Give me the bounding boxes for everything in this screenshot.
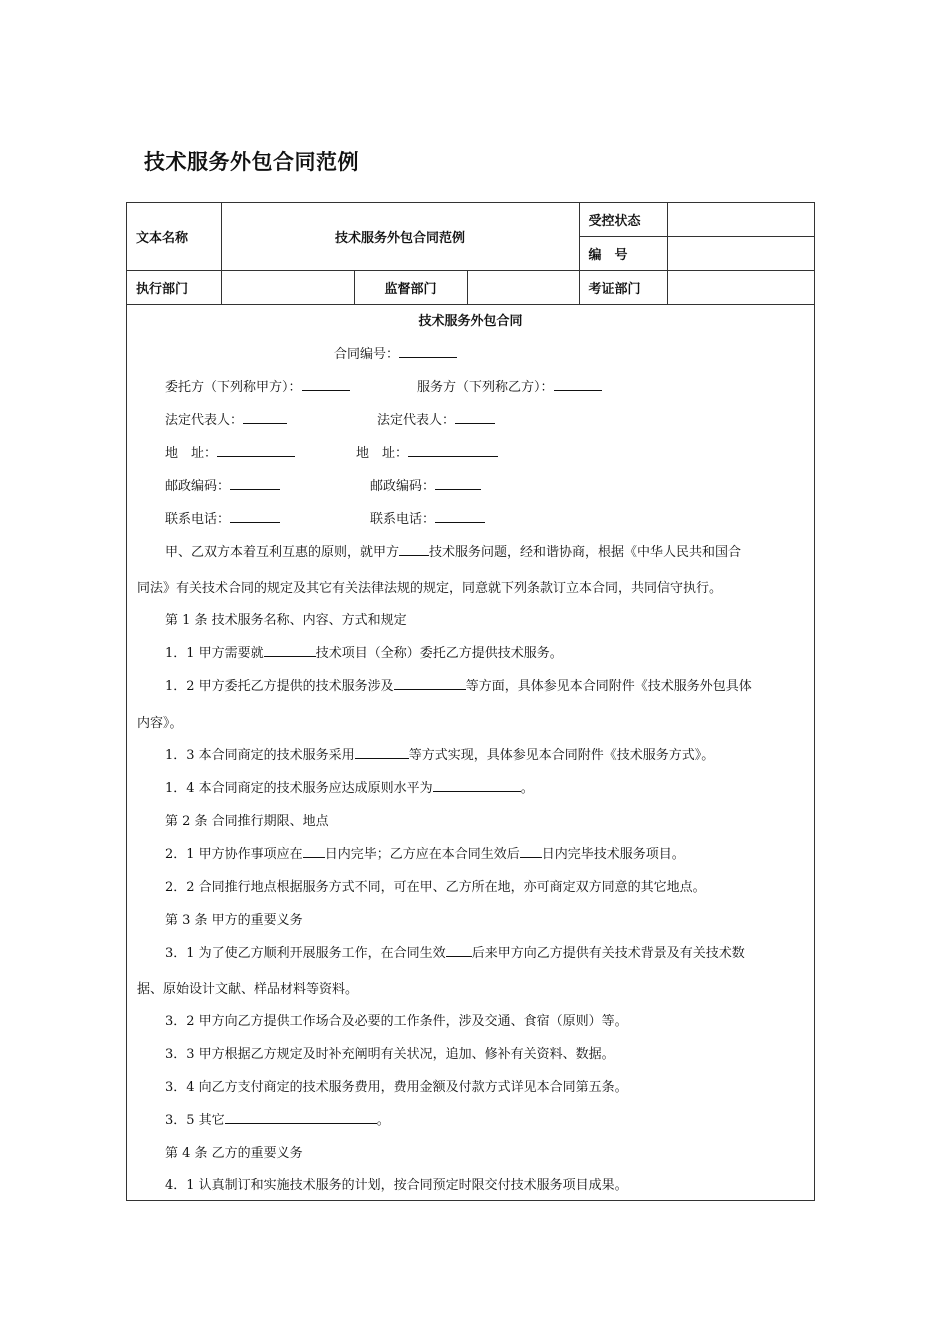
article-1-heading: 第 1 条 技术服务名称、内容、方式和规定 — [165, 613, 407, 628]
post-a-line — [165, 475, 280, 494]
document-title: 技术服务外包合同范例 — [144, 150, 359, 174]
contract-number-blank[interactable] — [399, 345, 457, 358]
clause-1-1-text-a: 1．1 甲方需要就 — [165, 646, 264, 661]
rep-a-blank[interactable] — [243, 411, 287, 424]
clause-1-3 — [165, 744, 714, 763]
number-label: 编 号 — [579, 236, 667, 270]
tel-a-label: 联系电话： — [165, 512, 231, 527]
clause-3-1 — [165, 942, 745, 961]
clause-2-1 — [165, 843, 685, 862]
clause-2-1-blank-2[interactable] — [520, 845, 542, 858]
clause-1-3-text-a: 1．3 本合同商定的技术服务采用 — [165, 748, 355, 763]
tel-b-blank[interactable] — [435, 510, 485, 523]
tel-b-label: 联系电话： — [370, 512, 436, 527]
intro-line-2: 同法》有关技术合同的规定及其它有关法律法规的规定，同意就下列条款订立本合同，共同信守执行。 — [137, 581, 723, 596]
clause-3-5-blank[interactable] — [225, 1111, 377, 1124]
rep-b-label: 法定代表人： — [377, 413, 456, 428]
article-4-heading: 第 4 条 乙方的重要义务 — [165, 1146, 303, 1161]
clause-1-4-blank[interactable] — [433, 779, 521, 792]
contract-title: 技术服务外包合同 — [418, 314, 523, 329]
control-label: 受控状态 — [579, 203, 667, 236]
party-a-line — [165, 376, 350, 395]
header-table — [127, 203, 814, 305]
post-b-blank[interactable] — [435, 477, 481, 490]
clause-2-1-text-b: 日内完毕；乙方应在本合同生效后 — [324, 847, 520, 862]
intro-text-a: 甲、乙双方本着互利互惠的原则，就甲方 — [165, 545, 400, 560]
clause-3-5-text-b: 。 — [376, 1113, 390, 1128]
clause-3-5 — [165, 1109, 390, 1128]
contract-number-line — [334, 343, 457, 362]
clause-1-4-text-b: 。 — [520, 781, 534, 796]
clause-2-1-text-c: 日内完毕技术服务项目。 — [541, 847, 685, 862]
clause-1-3-blank[interactable] — [355, 746, 409, 759]
intro-blank[interactable] — [399, 543, 429, 556]
clause-2-1-blank-1[interactable] — [303, 845, 325, 858]
rep-b-line — [377, 409, 495, 428]
name-value: 技术服务外包合同范例 — [221, 203, 579, 270]
supervise-label: 监督部门 — [354, 270, 467, 304]
rep-a-label: 法定代表人： — [165, 413, 244, 428]
addr-a-label: 地 址： — [165, 446, 218, 461]
addr-b-blank[interactable] — [408, 444, 498, 457]
clause-1-4-text-a: 1．4 本合同商定的技术服务应达成原则水平为 — [165, 781, 433, 796]
number-value[interactable] — [667, 236, 814, 270]
article-2-heading: 第 2 条 合同推行期限、地点 — [165, 814, 329, 829]
article-3-heading: 第 3 条 甲方的重要义务 — [165, 913, 303, 928]
intro-text-b: 技术服务问题，经和谐协商，根据《中华人民共和国合 — [429, 545, 742, 560]
addr-a-blank[interactable] — [217, 444, 295, 457]
party-a-blank[interactable] — [302, 378, 350, 391]
contract-number-label: 合同编号： — [334, 347, 400, 362]
clause-3-2: 3．2 甲方向乙方提供工作场合及必要的工作条件，涉及交通、食宿（原则）等。 — [165, 1014, 628, 1029]
clause-1-2-text-a: 1．2 甲方委托乙方提供的技术服务涉及 — [165, 679, 394, 694]
clause-1-2-text-b: 等方面，具体参见本合同附件《技术服务外包具体 — [465, 679, 752, 694]
supervise-value[interactable] — [467, 270, 579, 304]
party-b-label: 服务方（下列称乙方）： — [417, 380, 554, 395]
verify-label: 考证部门 — [579, 270, 667, 304]
clause-2-2: 2．2 合同推行地点根据服务方式不同，可在甲、乙方所在地，亦可商定双方同意的其它地点。 — [165, 880, 706, 895]
verify-value[interactable] — [667, 270, 814, 304]
tel-a-blank[interactable] — [230, 510, 280, 523]
name-label: 文本名称 — [127, 203, 221, 270]
tel-a-line — [165, 508, 280, 527]
rep-a-line — [165, 409, 287, 428]
post-a-label: 邮政编码： — [165, 479, 231, 494]
clause-3-1-cont: 据、原始设计文献、样品材料等资料。 — [137, 982, 359, 997]
rep-b-blank[interactable] — [455, 411, 495, 424]
clause-2-1-text-a: 2．1 甲方协作事项应在 — [165, 847, 303, 862]
clause-1-4 — [165, 777, 534, 796]
addr-b-label: 地 址： — [356, 446, 409, 461]
clause-3-1-blank[interactable] — [446, 944, 472, 957]
party-b-line — [417, 376, 602, 395]
exec-value[interactable] — [221, 270, 354, 304]
clause-3-1-text-b: 后来甲方向乙方提供有关技术背景及有关技术数 — [471, 946, 745, 961]
clause-1-2 — [165, 675, 752, 694]
clause-1-3-text-b: 等方式实现，具体参见本合同附件《技术服务方式》。 — [408, 748, 715, 763]
tel-b-line — [370, 508, 485, 527]
clause-3-3: 3．3 甲方根据乙方规定及时补充阐明有关状况，追加、修补有关资料、数据。 — [165, 1047, 615, 1062]
party-a-label: 委托方（下列称甲方）： — [165, 380, 302, 395]
clause-3-5-text-a: 3．5 其它 — [165, 1113, 225, 1128]
clause-3-4: 3．4 向乙方支付商定的技术服务费用，费用金额及付款方式详见本合同第五条。 — [165, 1080, 628, 1095]
clause-1-1 — [165, 642, 563, 661]
contract-frame — [126, 202, 815, 1201]
post-b-line — [370, 475, 481, 494]
clause-1-2-cont: 内容》。 — [137, 716, 183, 731]
control-value[interactable] — [667, 203, 814, 236]
addr-a-line — [165, 442, 295, 461]
post-a-blank[interactable] — [230, 477, 280, 490]
clause-3-1-text-a: 3．1 为了使乙方顺利开展服务工作，在合同生效 — [165, 946, 446, 961]
clause-1-1-text-b: 技术项目（全称）委托乙方提供技术服务。 — [315, 646, 563, 661]
post-b-label: 邮政编码： — [370, 479, 436, 494]
party-b-blank[interactable] — [554, 378, 602, 391]
clause-1-1-blank[interactable] — [264, 644, 316, 657]
addr-b-line — [356, 442, 498, 461]
clause-1-2-blank[interactable] — [394, 677, 466, 690]
intro-line-1 — [165, 541, 741, 560]
exec-label: 执行部门 — [127, 270, 221, 304]
clause-4-1: 4．1 认真制订和实施技术服务的计划，按合同预定时限交付技术服务项目成果。 — [165, 1178, 628, 1193]
